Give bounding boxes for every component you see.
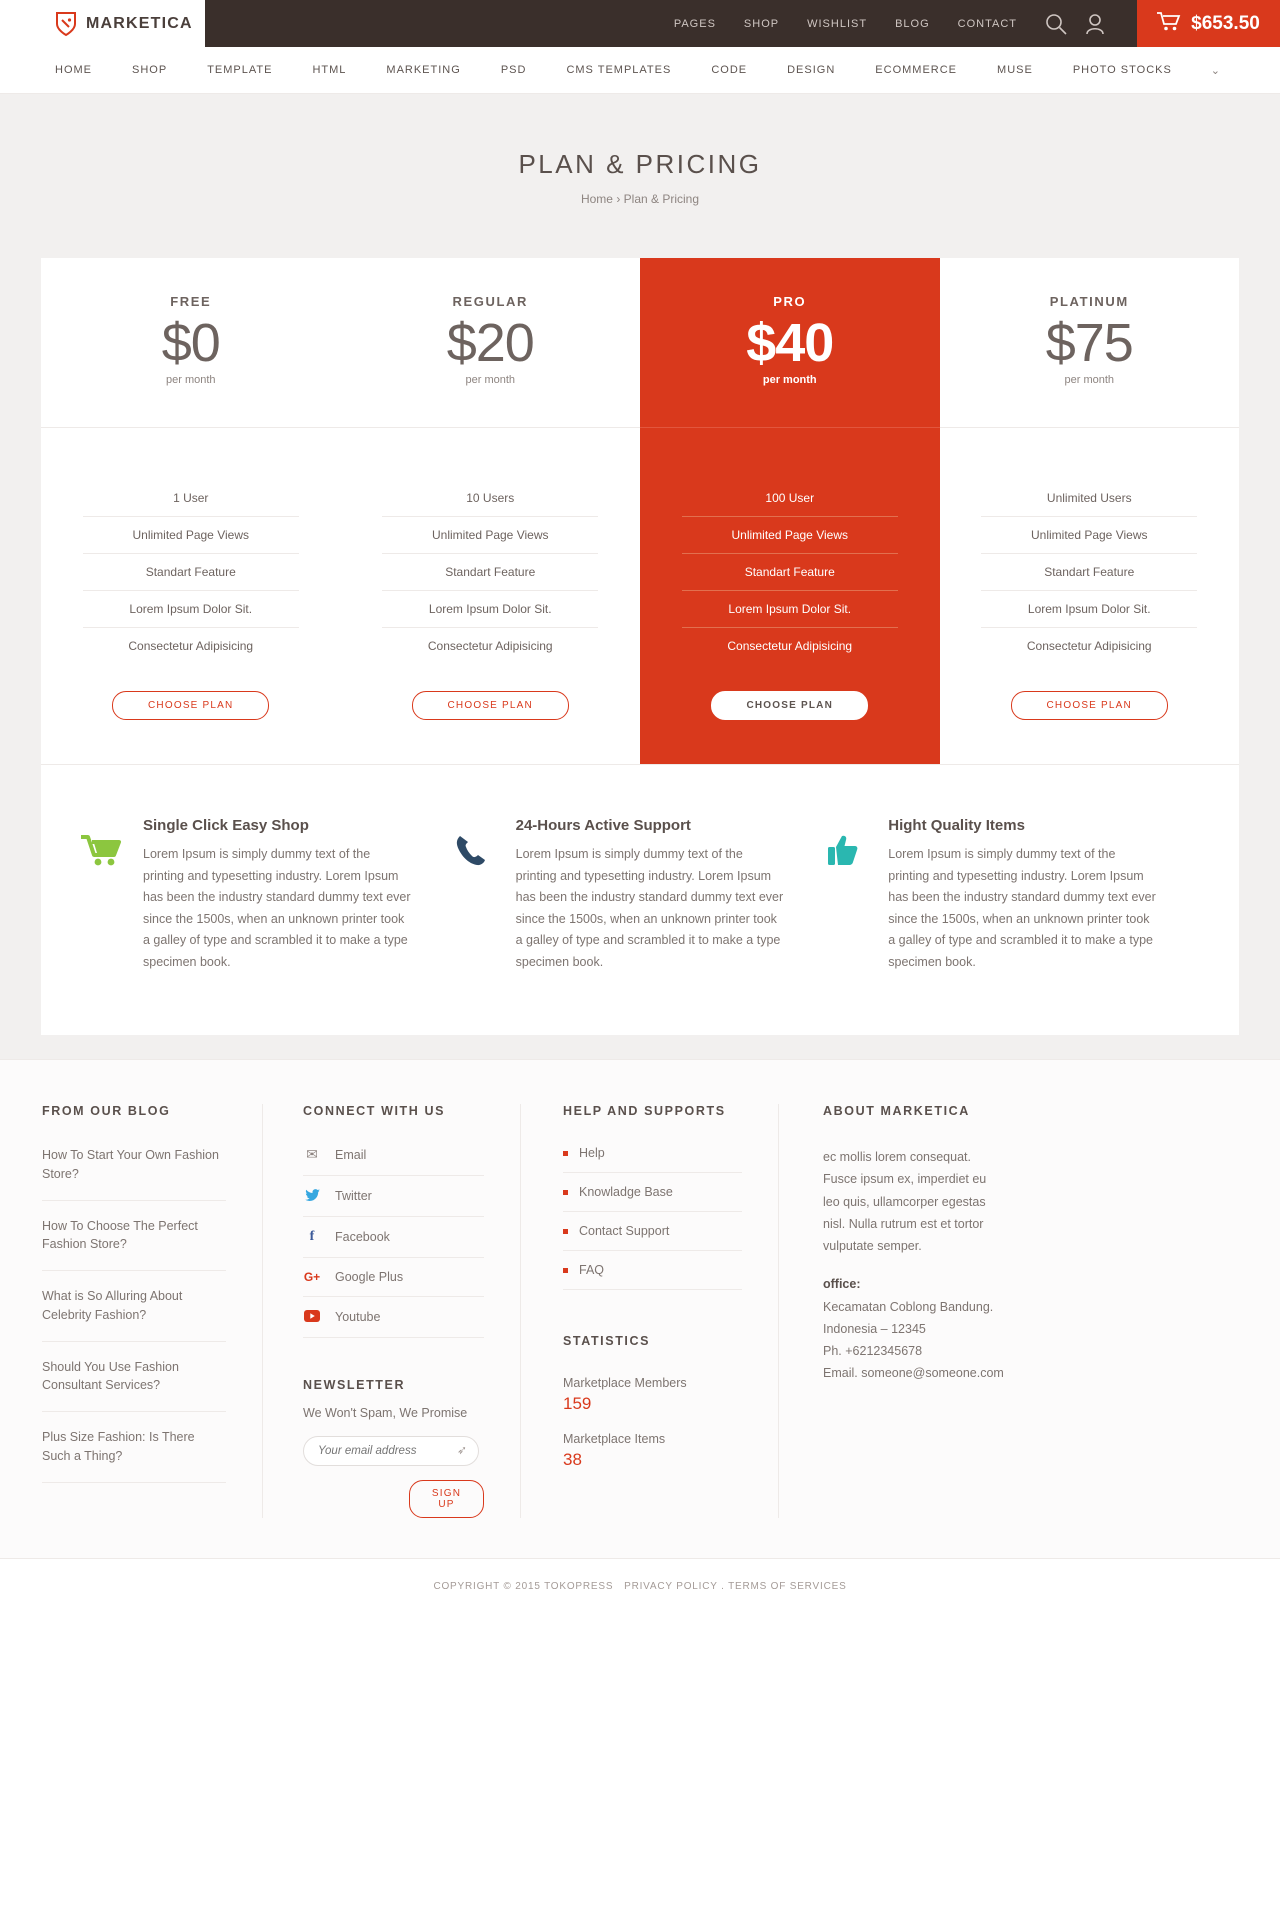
about-office — [823, 1273, 1004, 1384]
cart-icon — [1157, 11, 1181, 36]
logo[interactable] — [0, 0, 205, 47]
bullet-icon — [563, 1229, 568, 1234]
plan-period: per month — [762, 373, 817, 386]
plan-body — [640, 428, 940, 764]
user-account-icon[interactable] — [1085, 13, 1105, 35]
feature-hight-quality-items — [826, 817, 1199, 973]
top-nav-shop[interactable]: SHOP — [743, 17, 780, 30]
plan-card-pro — [640, 258, 940, 764]
breadcrumb — [0, 192, 1280, 206]
office-line: Kecamatan Coblong Bandung. — [823, 1299, 994, 1314]
nav-shop[interactable]: SHOP — [132, 64, 168, 76]
page-header — [0, 94, 1280, 206]
send-arrow-icon[interactable]: ➶ — [456, 1443, 467, 1457]
logo-text: MARKETICA — [86, 14, 193, 32]
nav-muse[interactable]: MUSE — [997, 64, 1033, 76]
plan-name: REGULAR — [452, 294, 528, 309]
top-nav-wishlist[interactable]: WISHLIST — [807, 17, 868, 30]
top-nav-pages[interactable]: PAGES — [673, 17, 716, 30]
nav-ecommerce[interactable]: ECOMMERCE — [875, 64, 958, 76]
help-link-knowledge-base[interactable] — [563, 1185, 742, 1212]
feature-title: Single Click Easy Shop — [143, 817, 309, 834]
phone-icon — [454, 817, 500, 973]
nav-photo-stocks[interactable]: PHOTO STOCKS — [1072, 64, 1172, 76]
help-label: Knowladge Base — [579, 1185, 673, 1199]
choose-plan-button-platinum[interactable]: CHOOSE PLAN — [1011, 691, 1168, 720]
pricing-section — [0, 206, 1280, 1059]
plan-period: per month — [165, 373, 216, 386]
plan-feature-list — [682, 480, 898, 664]
footer-heading-help: HELP AND SUPPORTS — [563, 1104, 726, 1118]
feature-title: 24-Hours Active Support — [515, 817, 691, 834]
footer-heading-blog: FROM OUR BLOG — [42, 1104, 171, 1118]
plan-feature: 1 User — [83, 480, 299, 517]
plan-price: $75 — [1045, 313, 1133, 373]
office-line: Email. someone@someone.com — [823, 1366, 1004, 1381]
feature-text: Lorem Ipsum is simply dummy text of the printing and typesetting industry. Lorem Ipsum has been the industry standard dummy text ever since the 1500s, when an unknown printer took a galley of type and scrambled it to make a type specimen book. — [515, 847, 784, 969]
pricing-table — [41, 258, 1239, 764]
help-label: Contact Support — [579, 1224, 670, 1238]
facebook-icon: f — [309, 1229, 315, 1244]
newsletter-field-wrap — [303, 1436, 479, 1466]
feature-body — [888, 817, 1159, 973]
plan-feature: Lorem Ipsum Dolor Sit. — [682, 591, 898, 628]
footer-about-column — [778, 1104, 1040, 1518]
plan-feature: Lorem Ipsum Dolor Sit. — [83, 591, 299, 628]
breadcrumb-current: Plan & Pricing — [623, 192, 700, 206]
office-line: Ph. +6212345678 — [823, 1344, 923, 1358]
footer-blog-link[interactable]: How To Start Your Own Fashion Store? — [42, 1146, 226, 1201]
plan-feature: Lorem Ipsum Dolor Sit. — [382, 591, 598, 628]
plan-card-regular — [341, 258, 641, 764]
cart-total: $653.50 — [1191, 12, 1260, 34]
help-link-help[interactable] — [563, 1146, 742, 1173]
plan-price: $20 — [446, 313, 534, 373]
copyright-text: COPYRIGHT © 2015 TOKOPRESS — [433, 1581, 614, 1592]
newsletter-subtitle: We Won't Spam, We Promise — [303, 1406, 468, 1420]
plan-action — [41, 664, 341, 720]
top-icon-group — [1045, 13, 1119, 35]
about-text: ec mollis lorem consequat. Fusce ipsum ex, imperdiet eu leo quis, ullamcorper egestas nisl. Nulla rutrum est et tortor vulputate semper. — [823, 1150, 987, 1253]
breadcrumb-home[interactable]: Home — [580, 192, 613, 206]
plan-header — [640, 258, 940, 428]
top-bar — [0, 0, 1280, 47]
plan-feature: Unlimited Users — [981, 480, 1197, 517]
plan-feature: Unlimited Page Views — [83, 517, 299, 554]
copyright-bar — [0, 1558, 1280, 1618]
plan-feature: 100 User — [682, 480, 898, 517]
footer-heading-newsletter: NEWSLETTER — [303, 1378, 406, 1392]
social-label: Facebook — [335, 1230, 390, 1244]
plan-feature: Unlimited Page Views — [382, 517, 598, 554]
footer-connect-column — [262, 1104, 520, 1518]
statistic-value: 38 — [563, 1450, 582, 1469]
help-label: Help — [579, 1146, 605, 1160]
office-line: Indonesia – 12345 — [823, 1321, 926, 1336]
help-link-contact-support[interactable] — [563, 1224, 742, 1251]
thumbs-up-icon — [826, 817, 872, 973]
plan-feature-list — [83, 480, 299, 664]
newsletter-email-input[interactable] — [303, 1436, 479, 1466]
statistic-value: 159 — [563, 1394, 592, 1413]
nav-cms-templates[interactable]: CMS TEMPLATES — [566, 64, 672, 76]
feature-title: Hight Quality Items — [888, 817, 1025, 834]
nav-code[interactable]: CODE — [711, 64, 748, 76]
plan-feature: Unlimited Page Views — [981, 517, 1197, 554]
nav-template[interactable]: TEMPLATE — [207, 64, 273, 76]
newsletter-signup-button[interactable]: SIGN UP — [409, 1480, 484, 1518]
feature-24-hours-active-support — [454, 817, 827, 973]
plan-feature: Consectetur Adipisicing — [1026, 639, 1152, 653]
plan-action — [940, 664, 1240, 720]
footer-help-column — [520, 1104, 778, 1518]
plan-name: PRO — [773, 294, 807, 309]
footer — [0, 1059, 1280, 1558]
footer-blog-column — [0, 1104, 262, 1518]
statistic-label: Marketplace Members — [563, 1376, 687, 1390]
social-label: Google Plus — [335, 1270, 404, 1284]
plan-card-platinum — [940, 258, 1240, 764]
feature-body — [516, 817, 787, 973]
plan-price: $40 — [746, 313, 834, 373]
social-link-facebook[interactable] — [303, 1229, 484, 1258]
help-label: FAQ — [579, 1263, 605, 1277]
nav-home[interactable]: HOME — [55, 64, 92, 76]
plan-body — [41, 428, 341, 720]
plan-period: per month — [465, 373, 516, 386]
plan-period: per month — [1064, 373, 1115, 386]
bullet-icon — [563, 1190, 568, 1195]
social-link-email[interactable] — [303, 1146, 484, 1176]
social-link-youtube[interactable] — [303, 1309, 484, 1338]
plan-feature: Consectetur Adipisicing — [427, 639, 553, 653]
twitter-icon — [303, 1188, 321, 1204]
page-title: PLAN & PRICING — [518, 149, 762, 179]
plan-price: $0 — [161, 313, 220, 373]
social-label: Twitter — [335, 1189, 372, 1203]
plan-header — [940, 258, 1240, 428]
nav-design[interactable]: DESIGN — [787, 64, 836, 76]
social-label: Youtube — [335, 1310, 381, 1324]
email-icon: ✉ — [306, 1146, 318, 1162]
top-nav-contact[interactable]: CONTACT — [957, 17, 1017, 30]
statistic-label: Marketplace Items — [563, 1432, 666, 1446]
nav-html[interactable]: HTML — [312, 64, 347, 76]
plan-action — [640, 664, 940, 720]
nav-marketing[interactable]: MARKETING — [386, 64, 461, 76]
plan-feature: Unlimited Page Views — [682, 517, 898, 554]
chevron-down-icon[interactable]: ⌄ — [1210, 64, 1220, 77]
nav-psd[interactable]: PSD — [500, 64, 527, 76]
google-plus-icon: G+ — [303, 1270, 321, 1284]
plan-action — [341, 664, 641, 720]
plan-name: FREE — [170, 294, 212, 309]
marketica-shield-icon — [55, 11, 77, 37]
search-icon[interactable] — [1045, 13, 1067, 35]
feature-text: Lorem Ipsum is simply dummy text of the printing and typesetting industry. Lorem Ipsum has been the industry standard dummy text ever since the 1500s, when an unknown printer took a galley of type and scrambled it to make a type specimen book. — [143, 847, 411, 969]
feature-text: Lorem Ipsum is simply dummy text of the printing and typesetting industry. Lorem Ipsum has been the industry standard dummy text ever since the 1500s, when an unknown printer took a galley of type and scrambled it to make a type specimen book. — [888, 847, 1156, 969]
breadcrumb-separator: › — [616, 192, 621, 206]
main-navigation — [0, 47, 1280, 94]
footer-blog-link[interactable]: Should You Use Fashion Consultant Services? — [42, 1358, 226, 1413]
social-link-twitter[interactable] — [303, 1188, 484, 1217]
content-card — [41, 258, 1239, 1035]
shopping-cart-icon — [81, 817, 127, 973]
office-label: office: — [823, 1277, 861, 1292]
feature-single-click-easy-shop — [81, 817, 454, 973]
plan-feature: Standart Feature — [981, 554, 1197, 591]
bullet-icon — [563, 1268, 568, 1273]
footer-heading-about: ABOUT MARKETICA — [823, 1104, 970, 1118]
cart-button[interactable] — [1137, 0, 1280, 47]
footer-heading-connect: CONNECT WITH US — [303, 1104, 446, 1118]
plan-feature: Standart Feature — [682, 554, 898, 591]
plan-body — [940, 428, 1240, 720]
plan-card-free — [41, 258, 341, 764]
plan-header — [341, 258, 641, 428]
plan-feature-list — [382, 480, 598, 664]
plan-feature: 10 Users — [382, 480, 598, 517]
top-navigation — [205, 0, 1137, 47]
plan-body — [341, 428, 641, 720]
choose-plan-button-free[interactable]: CHOOSE PLAN — [112, 691, 269, 720]
youtube-icon — [303, 1309, 321, 1325]
feature-body — [143, 817, 414, 973]
plan-feature: Standart Feature — [382, 554, 598, 591]
plan-feature: Consectetur Adipisicing — [128, 639, 254, 653]
plan-feature: Lorem Ipsum Dolor Sit. — [981, 591, 1197, 628]
plan-feature-list — [981, 480, 1197, 664]
plan-name: PLATINUM — [1049, 294, 1129, 309]
plan-feature: Standart Feature — [83, 554, 299, 591]
plan-header — [41, 258, 341, 428]
footer-heading-statistics: STATISTICS — [563, 1334, 651, 1348]
social-link-google-plus[interactable] — [303, 1270, 484, 1297]
footer-blog-link[interactable]: What is So Alluring About Celebrity Fashion? — [42, 1287, 226, 1342]
top-nav-blog[interactable]: BLOG — [895, 17, 930, 30]
social-label: Email — [335, 1147, 367, 1162]
plan-feature: Consectetur Adipisicing — [727, 639, 853, 653]
help-link-faq[interactable] — [563, 1263, 742, 1290]
copyright-links[interactable]: PRIVACY POLICY . TERMS OF SERVICES — [624, 1581, 847, 1592]
bullet-icon — [563, 1151, 568, 1156]
footer-blog-link[interactable]: How To Choose The Perfect Fashion Store? — [42, 1217, 226, 1272]
features-row — [41, 764, 1239, 1035]
choose-plan-button-regular[interactable]: CHOOSE PLAN — [412, 691, 569, 720]
choose-plan-button-pro[interactable]: CHOOSE PLAN — [711, 691, 868, 720]
footer-blog-link[interactable]: Plus Size Fashion: Is There Such a Thing? — [42, 1428, 226, 1483]
